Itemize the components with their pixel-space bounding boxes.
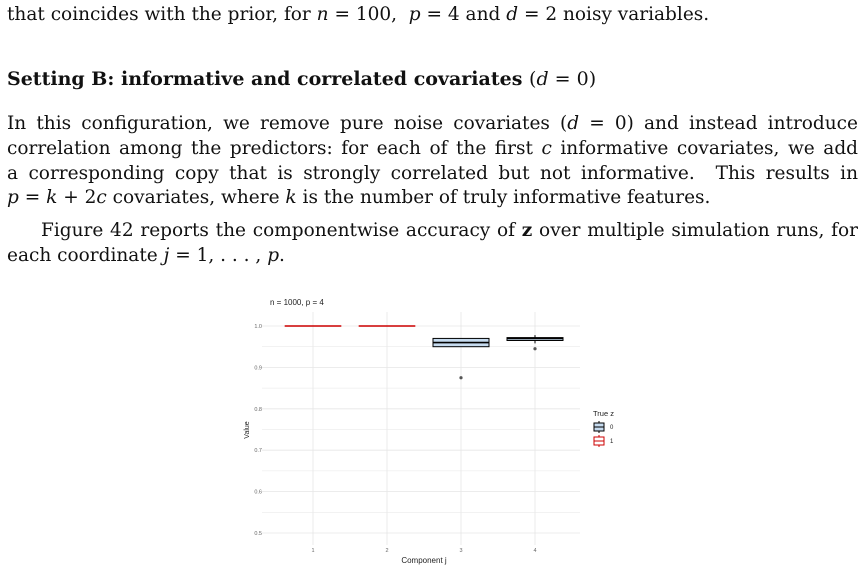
legend-label: 1 bbox=[610, 439, 614, 445]
x-tick-label: 2 bbox=[385, 548, 389, 554]
p1-line-4: p = k + 2c covariates, where k is the number of truly informative features. bbox=[7, 187, 711, 209]
legend-label: 0 bbox=[610, 425, 614, 431]
y-tick-label: 0.8 bbox=[254, 406, 262, 413]
legend-title: True z bbox=[593, 409, 614, 418]
y-axis-label: Value bbox=[244, 421, 251, 439]
y-tick-label: 0.9 bbox=[254, 365, 262, 372]
p2-line-1: Figure 42 reports the componentwise accuracy of z over multiple simulation runs, for bbox=[41, 220, 859, 241]
legend bbox=[593, 409, 614, 447]
p1-line-2: correlation among the predictors: for each of the first c informative covariates, we add bbox=[7, 137, 858, 159]
intro-line: that coincides with the prior, for n = 100, p = 4 and d = 2 noisy variables. bbox=[7, 4, 710, 25]
x-axis-label: Component j bbox=[401, 556, 447, 565]
boxes bbox=[285, 326, 563, 379]
outlier-point bbox=[459, 376, 462, 379]
x-tick-label: 3 bbox=[459, 548, 463, 554]
heading-text: Setting B: informative and correlated covariates bbox=[7, 68, 523, 90]
x-tick-label: 4 bbox=[533, 548, 537, 554]
outlier-point bbox=[533, 347, 536, 350]
heading-tail: (d = 0) bbox=[529, 68, 597, 90]
box-component-4 bbox=[507, 335, 563, 350]
p1-line-1: In this configuration, we remove pure noise covariates (d = 0) and instead introduce bbox=[7, 113, 858, 134]
chart-title: n = 1000, p = 4 bbox=[270, 298, 324, 307]
y-tick-label: 0.6 bbox=[254, 489, 262, 496]
p2-line-2: each coordinate j = 1, . . . , p. bbox=[7, 244, 285, 266]
p1-line-3: a corresponding copy that is strongly correlated but not informative. This results in bbox=[7, 162, 858, 184]
y-tick-labels bbox=[254, 324, 262, 537]
x-tick-label: 1 bbox=[311, 548, 315, 554]
grid-lines bbox=[262, 312, 580, 545]
x-tick-labels bbox=[311, 548, 536, 554]
y-tick-label: 0.7 bbox=[254, 448, 262, 455]
y-tick-label: 1.0 bbox=[254, 324, 262, 330]
y-tick-label: 0.5 bbox=[254, 531, 262, 537]
